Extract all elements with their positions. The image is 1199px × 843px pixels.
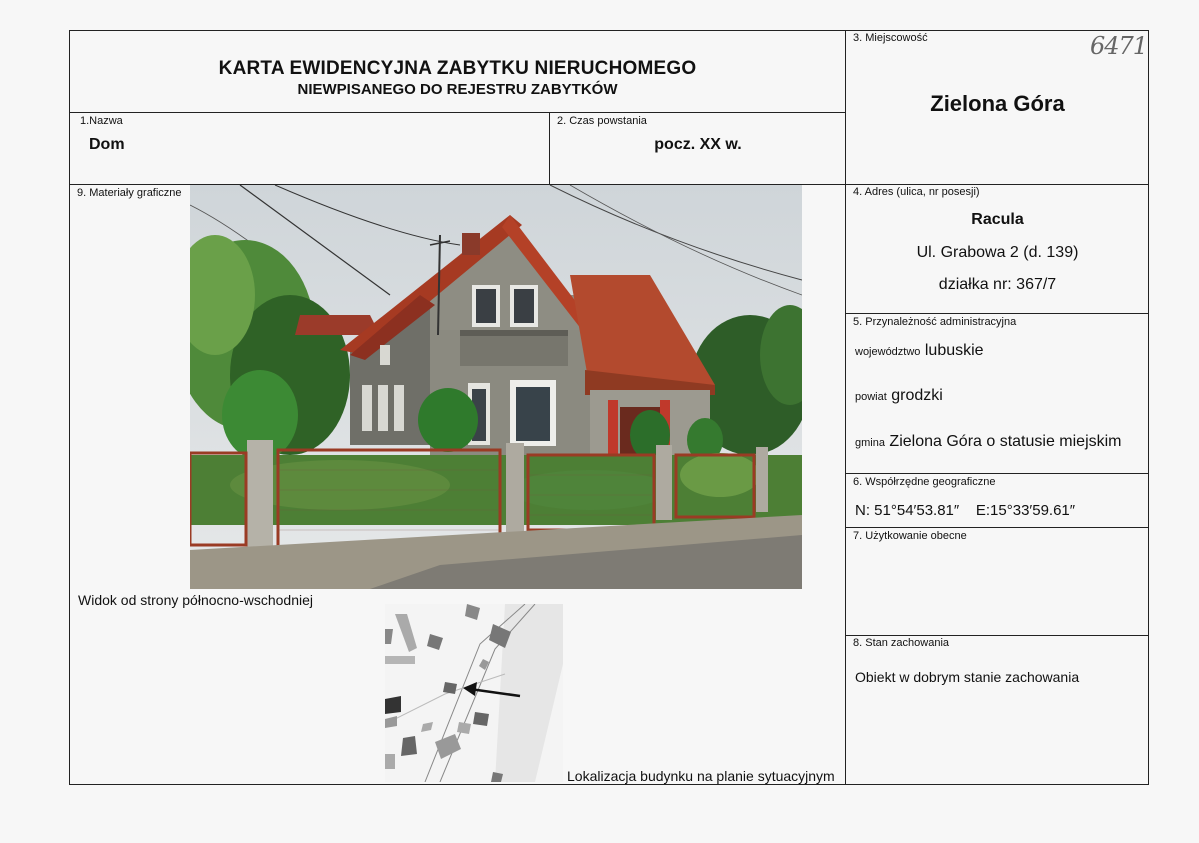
card-title: KARTA EWIDENCYJNA ZABYTKU NIERUCHOMEGO [218, 58, 697, 79]
przynaleznosc-label: 5. Przynależność administracyjna [853, 316, 1017, 328]
house-photo [190, 185, 802, 589]
adres-line3: działka nr: 367/7 [938, 276, 1057, 293]
wojewodztwo-label: województwo [855, 346, 921, 358]
adres-line2: Ul. Grabowa 2 (d. 139) [916, 244, 1079, 261]
uzytkowanie-label: 7. Użytkowanie obecne [853, 530, 967, 542]
row-divider [845, 527, 1149, 528]
handwritten-number: 6471 [1090, 32, 1148, 60]
photo-caption: Widok od strony północno-wschodniej [78, 592, 314, 608]
adres-label: 4. Adres (ulica, nr posesji) [853, 186, 980, 198]
gmina-label: gmina [855, 437, 885, 449]
gmina-value: Zielona Góra o statusie miejskim [889, 433, 1122, 450]
latitude-value: N: 51°54′53.81″ [855, 502, 960, 519]
stan-label: 8. Stan zachowania [853, 637, 950, 649]
longitude-value: E:15°33′59.61″ [975, 502, 1076, 519]
stan-value: Obiekt w dobrym stanie zachowania [855, 669, 1080, 685]
row-divider [845, 635, 1149, 636]
row-divider [69, 112, 846, 113]
nazwa-value: Dom [89, 136, 125, 153]
wspolrzedne-label: 6. Współrzędne geograficzne [853, 476, 996, 488]
miejscowosc-value: Zielona Góra [930, 91, 1065, 116]
row-divider [845, 473, 1149, 474]
row-divider [845, 313, 1149, 314]
powiat-value: grodzki [891, 387, 943, 404]
czas-value: pocz. XX w. [654, 136, 742, 153]
materialy-label: 9. Materiały graficzne [77, 187, 182, 199]
wojewodztwo-value: lubuskie [924, 342, 984, 359]
powiat-row [855, 387, 943, 405]
situation-map [385, 604, 563, 782]
wspolrzedne-row [855, 502, 1075, 519]
nazwa-label: 1.Nazwa [80, 115, 123, 127]
czas-label: 2. Czas powstania [557, 115, 647, 127]
wojewodztwo-row [855, 342, 984, 360]
map-caption: Lokalizacja budynku na planie sytuacyjnym [567, 768, 835, 784]
miejscowosc-label: 3. Miejscowość [853, 32, 928, 44]
gmina-row [855, 433, 1122, 451]
powiat-label: powiat [855, 391, 887, 403]
card-subtitle: NIEWPISANEGO DO REJESTRU ZABYTKÓW [297, 81, 618, 98]
adres-line1: Racula [971, 211, 1024, 228]
